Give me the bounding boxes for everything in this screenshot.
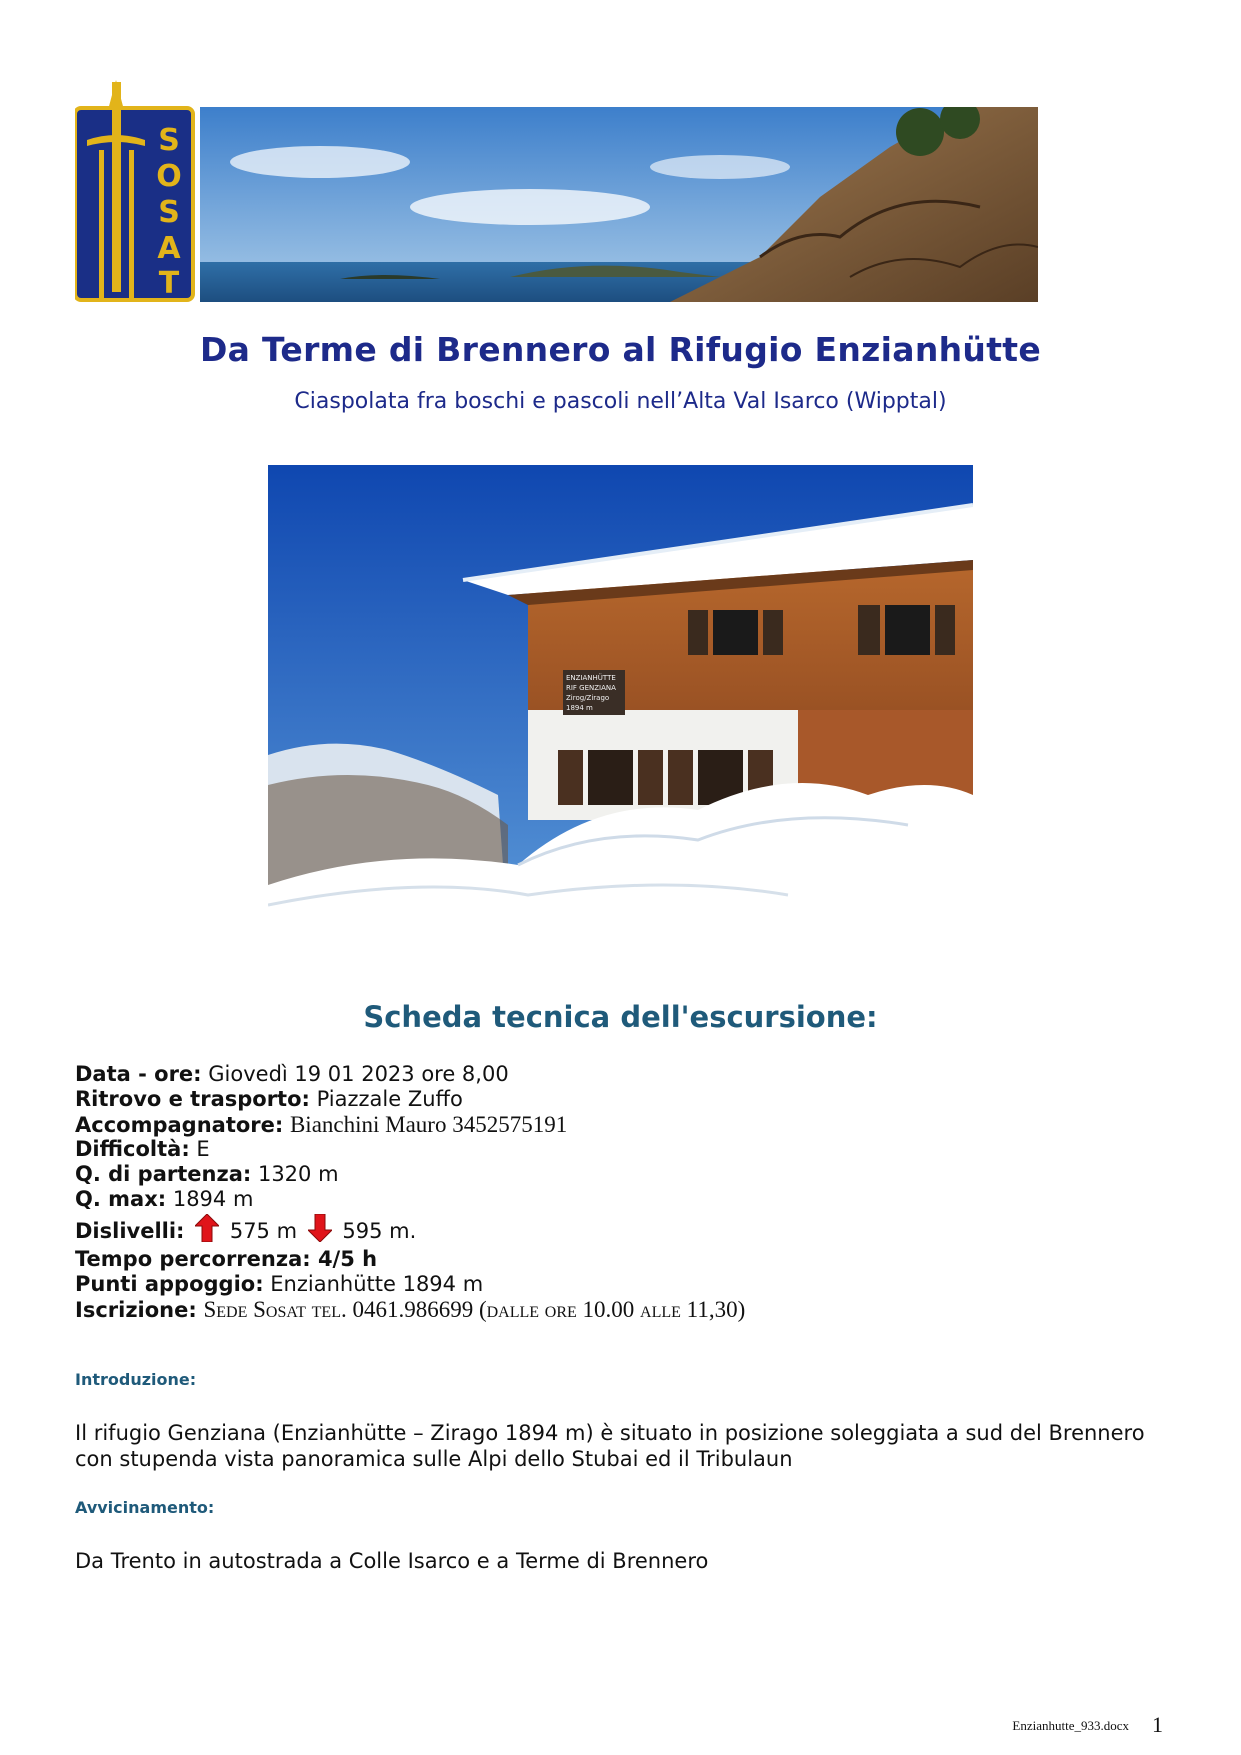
support-label: Punti appoggio: — [75, 1272, 264, 1296]
elevation-down-value: 595 m. — [342, 1219, 417, 1243]
elevation-label: Dislivelli: — [75, 1219, 185, 1243]
start-altitude-label: Q. di partenza: — [75, 1162, 252, 1186]
info-row-registration — [75, 1297, 1175, 1322]
elevation-up-value: 575 m — [229, 1219, 298, 1243]
registration-value: Sede Sosat tel. 0461.986699 (dalle ore 10.00 alle 11,30) — [203, 1297, 746, 1322]
difficulty-label: Difficoltà: — [75, 1137, 190, 1161]
meeting-label: Ritrovo e trasporto: — [75, 1087, 310, 1111]
guide-label: Accompagnatore: — [75, 1113, 284, 1137]
svg-text:A: A — [157, 231, 181, 266]
sosat-logo — [75, 80, 195, 302]
date-value: Giovedì 19 01 2023 ore 8,00 — [208, 1062, 509, 1086]
approach-heading: Avvicinamento: — [75, 1498, 215, 1517]
hut-photo — [268, 465, 973, 935]
max-altitude-label: Q. max: — [75, 1187, 167, 1211]
info-row-guide — [75, 1112, 1175, 1137]
duration-label: Tempo percorrenza: 4/5 h — [75, 1247, 378, 1271]
intro-text: Il rifugio Genziana (Enzianhütte – Zirago 1894 m) è situato in posizione soleggiata a sud del Brennero con stupenda vista panoramica sulle Alpi dello Stubai ed il Tribulaun — [75, 1421, 1145, 1471]
header-banner-image — [200, 107, 1038, 302]
svg-text:1894 m: 1894 m — [566, 704, 593, 712]
info-row-support — [75, 1272, 1175, 1297]
support-value: Enzianhütte 1894 m — [270, 1272, 484, 1296]
info-row-date — [75, 1062, 1175, 1087]
svg-text:S: S — [158, 123, 180, 158]
info-row-meeting — [75, 1087, 1175, 1112]
intro-heading: Introduzione: — [75, 1370, 197, 1389]
svg-text:ENZIANHÜTTE: ENZIANHÜTTE — [566, 674, 616, 682]
page-title: Da Terme di Brennero al Rifugio Enzianhütte — [199, 330, 1042, 369]
info-row-duration — [75, 1247, 1175, 1272]
page-subtitle: Ciaspolata fra boschi e pascoli nell’Alta Val Isarco (Wipptal) — [294, 389, 947, 414]
info-row-start-altitude — [75, 1162, 1175, 1187]
info-row-elevation — [75, 1212, 1175, 1247]
svg-text:RIF GENZIANA: RIF GENZIANA — [566, 684, 616, 692]
footer-filename: Enzianhutte_933.docx — [1012, 1718, 1129, 1733]
technical-sheet-title: Scheda tecnica dell'escursione: — [363, 1000, 878, 1034]
svg-text:T: T — [158, 266, 180, 301]
svg-text:O: O — [156, 159, 182, 194]
page-number: 1 — [1152, 1712, 1163, 1737]
info-row-difficulty — [75, 1137, 1175, 1162]
approach-text: Da Trento in autostrada a Colle Isarco e a Terme di Brennero — [75, 1549, 709, 1573]
date-label: Data - ore: — [75, 1062, 202, 1086]
meeting-value: Piazzale Zuffo — [316, 1087, 463, 1111]
max-altitude-value: 1894 m — [172, 1187, 254, 1211]
start-altitude-value: 1320 m — [257, 1162, 339, 1186]
guide-value: Bianchini Mauro 3452575191 — [289, 1112, 568, 1137]
technical-info — [75, 1062, 1175, 1322]
info-row-max-altitude — [75, 1187, 1175, 1212]
difficulty-value: E — [196, 1137, 210, 1161]
svg-text:Zirog/Zirago: Zirog/Zirago — [566, 694, 610, 702]
registration-label: Iscrizione: — [75, 1298, 197, 1322]
svg-text:S: S — [158, 195, 180, 230]
